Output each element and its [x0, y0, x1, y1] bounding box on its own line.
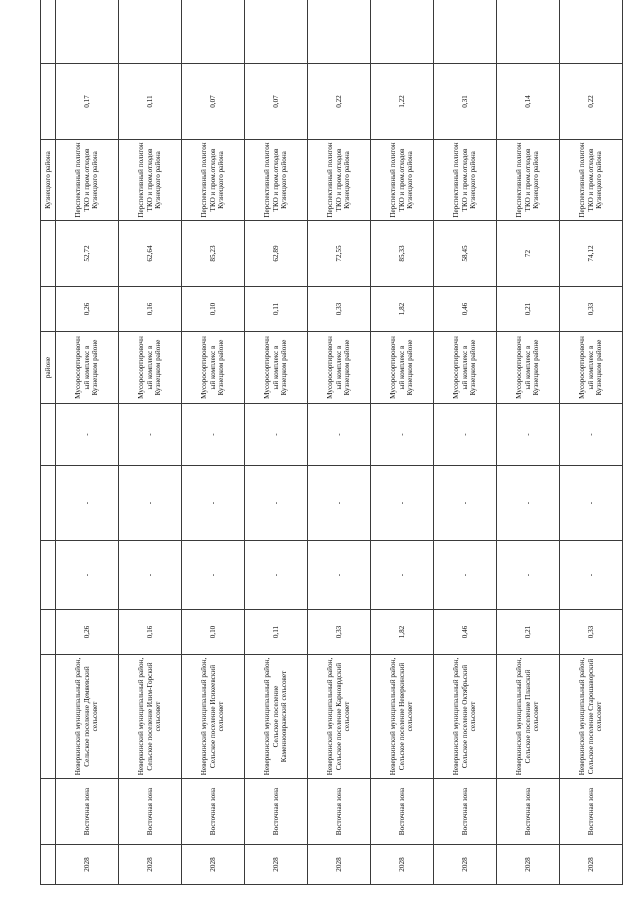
cell-year: 2028	[560, 845, 623, 885]
cell-destination: Перспективный полигон ТКО и пром.отходов Кузнецкого района	[497, 140, 560, 221]
cell-col7: -	[56, 404, 119, 466]
header-cell-amount2	[41, 287, 56, 332]
cell-zone: Восточная зона	[245, 779, 308, 845]
cell-settlement: Неверкинский муниципальный район, Сельское поселение Илим-Горский сельсовет	[119, 655, 182, 779]
cell-v2	[434, 0, 497, 64]
cell-facility: Мусоросортировочный комплекс в Кузнецком районе	[182, 332, 245, 404]
cell-amount: 0,10	[182, 610, 245, 655]
cell-v2	[308, 0, 371, 64]
cell-destination: Перспективный полигон ТКО и пром.отходов Кузнецкого района	[56, 140, 119, 221]
cell-col7: -	[497, 404, 560, 466]
cell-value: 85,23	[182, 221, 245, 287]
cell-settlement: Неверкинский муниципальный район, Сельское поселение Неверкинский сельсовет	[371, 655, 434, 779]
cell-amount2: 0,10	[182, 287, 245, 332]
cell-zone: Восточная зона	[56, 779, 119, 845]
cell-v2	[56, 0, 119, 64]
cell-year: 2028	[308, 845, 371, 885]
cell-facility: Мусоросортировочный комплекс в Кузнецком районе	[56, 332, 119, 404]
cell-col5: -	[497, 541, 560, 610]
header-cell-facility: районе	[41, 332, 56, 404]
header-cell-v1	[41, 64, 56, 140]
cell-col6: -	[119, 466, 182, 541]
cell-value: 72,55	[308, 221, 371, 287]
cell-amount2: 0,46	[434, 287, 497, 332]
cell-amount: 0,26	[56, 610, 119, 655]
cell-amount2: 0,21	[497, 287, 560, 332]
table-row	[497, 0, 560, 885]
cell-year: 2028	[245, 845, 308, 885]
cell-v1: 0,22	[308, 64, 371, 140]
header-cell-destination: Кузнецкого района	[41, 140, 56, 221]
cell-amount: 0,16	[119, 610, 182, 655]
cell-facility: Мусоросортировочный комплекс в Кузнецком районе	[371, 332, 434, 404]
cell-col5: -	[245, 541, 308, 610]
cell-value: 62,89	[245, 221, 308, 287]
cell-col7: -	[371, 404, 434, 466]
cell-amount2: 0,11	[245, 287, 308, 332]
cell-year: 2028	[182, 845, 245, 885]
cell-destination: Перспективный полигон ТКО и пром.отходов Кузнецкого района	[308, 140, 371, 221]
cell-col7: -	[560, 404, 623, 466]
cell-amount: 0,11	[245, 610, 308, 655]
cell-zone: Восточная зона	[119, 779, 182, 845]
cell-v1: 0,17	[56, 64, 119, 140]
cell-zone: Восточная зона	[308, 779, 371, 845]
cell-col5: -	[560, 541, 623, 610]
cell-zone: Восточная зона	[182, 779, 245, 845]
header-cell-amount	[41, 610, 56, 655]
header-cell-col5	[41, 541, 56, 610]
cell-settlement: Неверкинский муниципальный район, Сельское поселение Каменноовражский сельсовет	[245, 655, 308, 779]
cell-destination: Перспективный полигон ТКО и пром.отходов Кузнецкого района	[371, 140, 434, 221]
cell-col6: -	[371, 466, 434, 541]
cell-settlement: Неверкинский муниципальный район, Сельское поселение Карноврдский сельсовет	[308, 655, 371, 779]
cell-v1: 0,07	[245, 64, 308, 140]
cell-facility: Мусоросортировочный комплекс в Кузнецком районе	[434, 332, 497, 404]
cell-col6: -	[497, 466, 560, 541]
table-row	[56, 0, 119, 885]
table-row	[434, 0, 497, 885]
cell-v2	[119, 0, 182, 64]
cell-settlement: Неверкинский муниципальный район, Сельское поселение Старошаворский сельсовет	[560, 655, 623, 779]
rotated-table-wrapper	[40, 20, 604, 885]
cell-value: 74,12	[560, 221, 623, 287]
cell-value: 85,33	[371, 221, 434, 287]
cell-col7: -	[119, 404, 182, 466]
cell-year: 2028	[434, 845, 497, 885]
table-row	[308, 0, 371, 885]
cell-amount2: 0,16	[119, 287, 182, 332]
cell-v1: 1,22	[371, 64, 434, 140]
header-cell-col7	[41, 404, 56, 466]
cell-v1: 0,07	[182, 64, 245, 140]
cell-value: 62,64	[119, 221, 182, 287]
cell-v2	[560, 0, 623, 64]
table-row	[560, 0, 623, 885]
cell-destination: Перспективный полигон ТКО и пром.отходов Кузнецкого района	[245, 140, 308, 221]
cell-value: 58,45	[434, 221, 497, 287]
header-cell-settlement	[41, 655, 56, 779]
header-cell-col6	[41, 466, 56, 541]
cell-amount2: 0,33	[560, 287, 623, 332]
cell-year: 2028	[56, 845, 119, 885]
cell-v2	[182, 0, 245, 64]
cell-col5: -	[371, 541, 434, 610]
cell-col5: -	[119, 541, 182, 610]
cell-v1: 0,31	[434, 64, 497, 140]
cell-v2	[371, 0, 434, 64]
cell-col6: -	[245, 466, 308, 541]
cell-col5: -	[56, 541, 119, 610]
cell-col5: -	[182, 541, 245, 610]
cell-amount: 0,21	[497, 610, 560, 655]
header-cell-v2	[41, 0, 56, 64]
cell-col7: -	[182, 404, 245, 466]
cell-amount: 0,46	[434, 610, 497, 655]
cell-col5: -	[308, 541, 371, 610]
cell-facility: Мусоросортировочный комплекс в Кузнецком районе	[119, 332, 182, 404]
cell-settlement: Неверкинский муниципальный район, Сельское поселение Октябрьский сельсовет	[434, 655, 497, 779]
table-row	[119, 0, 182, 885]
cell-v2	[245, 0, 308, 64]
cell-amount: 1,82	[371, 610, 434, 655]
cell-v2	[497, 0, 560, 64]
cell-year: 2028	[497, 845, 560, 885]
cell-facility: Мусоросортировочный комплекс в Кузнецком районе	[308, 332, 371, 404]
waste-flow-table	[40, 0, 623, 885]
cell-zone: Восточная зона	[434, 779, 497, 845]
table-row	[371, 0, 434, 885]
cell-v1: 0,11	[119, 64, 182, 140]
cell-settlement: Неверкинский муниципальный район, Сельское поселение Демяевский сельсовет	[56, 655, 119, 779]
cell-col7: -	[434, 404, 497, 466]
cell-col6: -	[434, 466, 497, 541]
cell-col5: -	[434, 541, 497, 610]
cell-v1: 0,14	[497, 64, 560, 140]
cell-facility: Мусоросортировочный комплекс в Кузнецком районе	[245, 332, 308, 404]
header-cell-value	[41, 221, 56, 287]
table-row	[245, 0, 308, 885]
cell-destination: Перспективный полигон ТКО и пром.отходов Кузнецкого района	[434, 140, 497, 221]
cell-facility: Мусоросортировочный комплекс в Кузнецком районе	[497, 332, 560, 404]
cell-zone: Восточная зона	[371, 779, 434, 845]
cell-amount2: 0,33	[308, 287, 371, 332]
cell-value: 72	[497, 221, 560, 287]
cell-value: 52,72	[56, 221, 119, 287]
cell-amount2: 1,82	[371, 287, 434, 332]
cell-amount: 0,33	[308, 610, 371, 655]
cell-destination: Перспективный полигон ТКО и пром.отходов Кузнецкого района	[560, 140, 623, 221]
cell-col7: -	[245, 404, 308, 466]
cell-amount2: 0,26	[56, 287, 119, 332]
cell-amount: 0,33	[560, 610, 623, 655]
cell-col6: -	[560, 466, 623, 541]
cell-col7: -	[308, 404, 371, 466]
cell-v1: 0,22	[560, 64, 623, 140]
cell-col6: -	[182, 466, 245, 541]
table-row	[182, 0, 245, 885]
cell-year: 2028	[371, 845, 434, 885]
cell-year: 2028	[119, 845, 182, 885]
cell-settlement: Неверкинский муниципальный район, Сельское поселение Планский сельсовет	[497, 655, 560, 779]
cell-destination: Перспективный полигон ТКО и пром.отходов Кузнецкого района	[182, 140, 245, 221]
header-cell-zone	[41, 779, 56, 845]
cell-zone: Восточная зона	[497, 779, 560, 845]
cell-col6: -	[56, 466, 119, 541]
cell-col6: -	[308, 466, 371, 541]
cell-facility: Мусоросортировочный комплекс в Кузнецком районе	[560, 332, 623, 404]
table-header-row	[41, 0, 56, 885]
cell-destination: Перспективный полигон ТКО и пром.отходов Кузнецкого района	[119, 140, 182, 221]
cell-settlement: Неверкинский муниципальный район, Сельское поселение Исикеевский сельсовет	[182, 655, 245, 779]
header-cell-year	[41, 845, 56, 885]
cell-zone: Восточная зона	[560, 779, 623, 845]
